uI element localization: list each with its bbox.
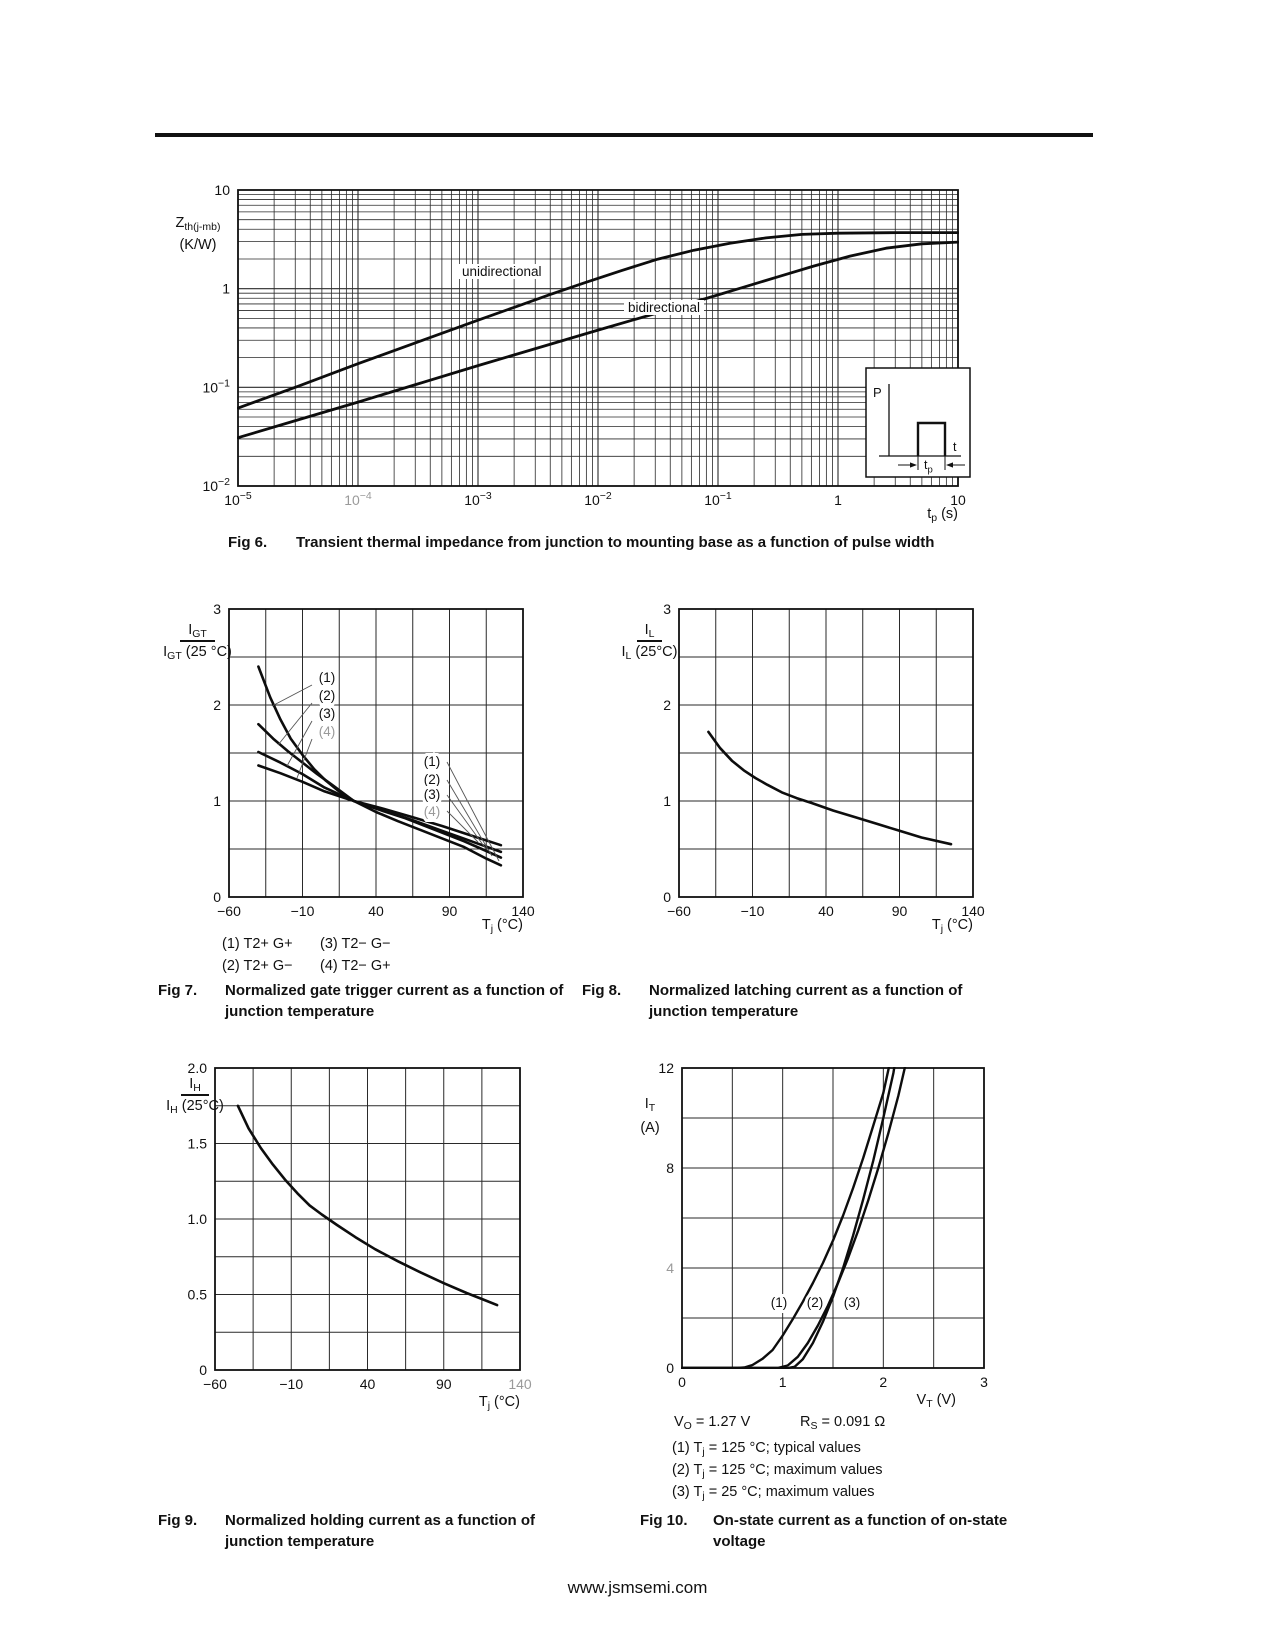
svg-text:1: 1 — [778, 1374, 787, 1390]
fig7-legend-item-2: (2) T2+ G− — [222, 958, 293, 974]
svg-text:3: 3 — [980, 1374, 988, 1390]
fig10-y-axis-label: $I_T$ — [644, 1096, 656, 1114]
svg-text:90: 90 — [441, 903, 458, 919]
svg-text:90: 90 — [891, 903, 908, 919]
fig8-y-axis-label — [602, 622, 697, 660]
svg-text:10: 10 — [950, 492, 966, 508]
svg-text:40: 40 — [359, 1376, 376, 1392]
fig10-curve-number: (3) — [843, 1295, 861, 1310]
fig10-y-axis-unit: (A) — [640, 1120, 660, 1136]
fig10-note-3: (3) $T_j = 25$ °C; maximum values — [672, 1484, 875, 1502]
fig10-note-1: (1) $T_j = 125$ °C; typical values — [672, 1440, 861, 1458]
fig7-y-axis-numerator: $I_{GT}$ — [180, 622, 215, 642]
svg-text:10−3: $10^{-3}$ — [464, 490, 492, 508]
svg-text:8: 8 — [666, 1160, 674, 1176]
svg-text:2.0: 2.0 — [187, 1060, 207, 1076]
fig7-y-axis-label — [150, 622, 245, 660]
fig9-y-axis-label — [146, 1076, 244, 1114]
fig6-x-axis-label: $t_p$ (s) — [927, 506, 958, 524]
svg-text:140: 140 — [511, 903, 535, 919]
fig8-y-axis-numerator: $I_L$ — [637, 622, 663, 642]
fig7-y-axis-denominator: $I_{GT}$ (25 °C) — [163, 644, 232, 662]
fig8-caption-text: Normalized latching current as a function of junction temperature — [649, 982, 963, 1020]
svg-text:2: 2 — [879, 1374, 888, 1390]
svg-text:2: 2 — [663, 697, 671, 713]
svg-text:t: t — [953, 440, 957, 454]
fig6-inset-pulse-diagram — [866, 368, 970, 477]
fig7-curve-number: (2) — [318, 688, 336, 703]
fig7-series-0 — [258, 667, 501, 866]
fig6-y-axis-label: $Z_{th(j-mb)}$ — [175, 215, 221, 233]
fig7-curve-number: (1) — [423, 754, 441, 769]
fig7-caption-text: Normalized gate trigger current as a function of junction temperature — [225, 982, 564, 1020]
svg-text:−60: −60 — [203, 1376, 227, 1392]
svg-text:3: 3 — [663, 601, 671, 617]
fig10-x-axis-label: $V_T$ (V) — [916, 1392, 956, 1410]
fig7-caption-number: Fig 7. — [158, 982, 198, 999]
fig7-legend-item-1: (1) T2+ G+ — [222, 936, 293, 952]
svg-text:0: 0 — [663, 889, 671, 905]
svg-text:40: 40 — [818, 903, 834, 919]
svg-text:1: 1 — [663, 793, 671, 809]
fig7-series-3 — [258, 766, 501, 846]
fig6-curve-label-bidirectional: bidirectional — [624, 300, 704, 315]
svg-text:10−1: $10^{-1}$ — [202, 377, 230, 396]
svg-text:P: P — [873, 385, 882, 400]
svg-text:10: 10 — [214, 182, 230, 198]
svg-text:10−4: $10^{-4}$ — [344, 490, 372, 508]
svg-text:1.5: 1.5 — [187, 1135, 207, 1152]
svg-text:−10: −10 — [290, 903, 315, 919]
fig9-x-axis-label: $T_j$ (°C) — [478, 1394, 520, 1412]
fig7-curve-number: (4) — [318, 724, 336, 739]
fig10-curve-number: (2) — [806, 1295, 824, 1310]
fig8-x-axis-label: $T_j$ (°C) — [931, 917, 973, 935]
fig8-series-0 — [708, 732, 951, 844]
svg-text:10−5: $10^{-5}$ — [224, 490, 252, 508]
svg-text:1: 1 — [834, 492, 842, 508]
svg-text:90: 90 — [435, 1376, 452, 1392]
fig10-caption-number: Fig 10. — [640, 1512, 688, 1529]
svg-text:1.0: 1.0 — [187, 1211, 207, 1227]
svg-text:10−2: $10^{-2}$ — [584, 490, 612, 508]
svg-text:−60: −60 — [667, 903, 691, 919]
fig7-curve-number: (3) — [423, 787, 441, 802]
svg-text:3: 3 — [213, 601, 221, 617]
fig7-curve-number: (1) — [318, 670, 336, 685]
fig7-chart — [213, 601, 535, 919]
svg-text:140: 140 — [508, 1376, 532, 1392]
svg-text:−10: −10 — [740, 903, 765, 919]
fig7-curve-number: (2) — [423, 772, 441, 787]
footer-url: www.jsmsemi.com — [567, 1578, 708, 1597]
svg-text:0: 0 — [678, 1374, 686, 1390]
fig6-y-axis-unit: (K/W) — [179, 237, 217, 253]
svg-text:0: 0 — [199, 1362, 207, 1378]
fig7-curve-number: (4) — [423, 804, 441, 819]
fig10-chart — [658, 1060, 988, 1390]
fig9-caption-number: Fig 9. — [158, 1512, 198, 1529]
fig8-caption-number: Fig 8. — [582, 982, 622, 999]
fig8-y-axis-denominator: $I_L$ (25°C) — [621, 644, 678, 662]
fig7-legend-item-3: (3) T2− G− — [320, 936, 391, 952]
fig6-chart — [202, 182, 966, 508]
svg-text:−60: −60 — [217, 903, 241, 919]
fig10-curve-number: (1) — [770, 1295, 788, 1310]
svg-text:0: 0 — [666, 1360, 674, 1376]
fig8-chart — [663, 601, 985, 919]
svg-text:12: 12 — [658, 1060, 674, 1076]
fig9-caption-text: Normalized holding current as a function of junction temperature — [225, 1512, 536, 1550]
fig7-x-axis-label: $T_j$ (°C) — [481, 917, 523, 935]
fig6-caption-number: Fig 6. — [228, 534, 268, 551]
fig10-condition-rs: $R_S = 0.091$ Ω — [800, 1414, 886, 1432]
fig10-series-1 — [682, 1061, 907, 1369]
svg-text:0: 0 — [213, 889, 221, 905]
svg-text:140: 140 — [961, 903, 985, 919]
svg-text:2: 2 — [213, 697, 221, 713]
fig6-caption-text: Transient thermal impedance from junction to mounting base as a function of pulse width — [296, 534, 935, 551]
fig10-caption-text: On-state current as a function of on-state voltage — [713, 1512, 1008, 1550]
svg-text:10−1: $10^{-1}$ — [704, 490, 732, 508]
fig6-curve-label-unidirectional: unidirectional — [458, 264, 546, 279]
svg-text:1: 1 — [213, 793, 221, 809]
svg-text:4: 4 — [666, 1260, 674, 1276]
svg-text:0.5: 0.5 — [187, 1286, 207, 1303]
svg-text:−10: −10 — [279, 1376, 304, 1392]
fig9-y-axis-denominator: $I_H$ (25°C) — [166, 1098, 224, 1116]
fig7-legend-item-4: (4) T2− G+ — [320, 958, 391, 974]
fig7-series-2 — [258, 752, 501, 852]
fig10-condition-vo: $V_O = 1.27$ V — [674, 1414, 751, 1432]
fig10-note-2: (2) $T_j = 125$ °C; maximum values — [672, 1462, 883, 1480]
svg-text:1: 1 — [222, 280, 230, 297]
fig9-y-axis-numerator: $I_H$ — [181, 1076, 209, 1096]
fig7-curve-number: (3) — [318, 706, 336, 721]
svg-text:tp: $t_p$ — [924, 458, 933, 476]
svg-text:40: 40 — [368, 903, 384, 919]
svg-text:10−2: $10^{-2}$ — [202, 476, 230, 494]
